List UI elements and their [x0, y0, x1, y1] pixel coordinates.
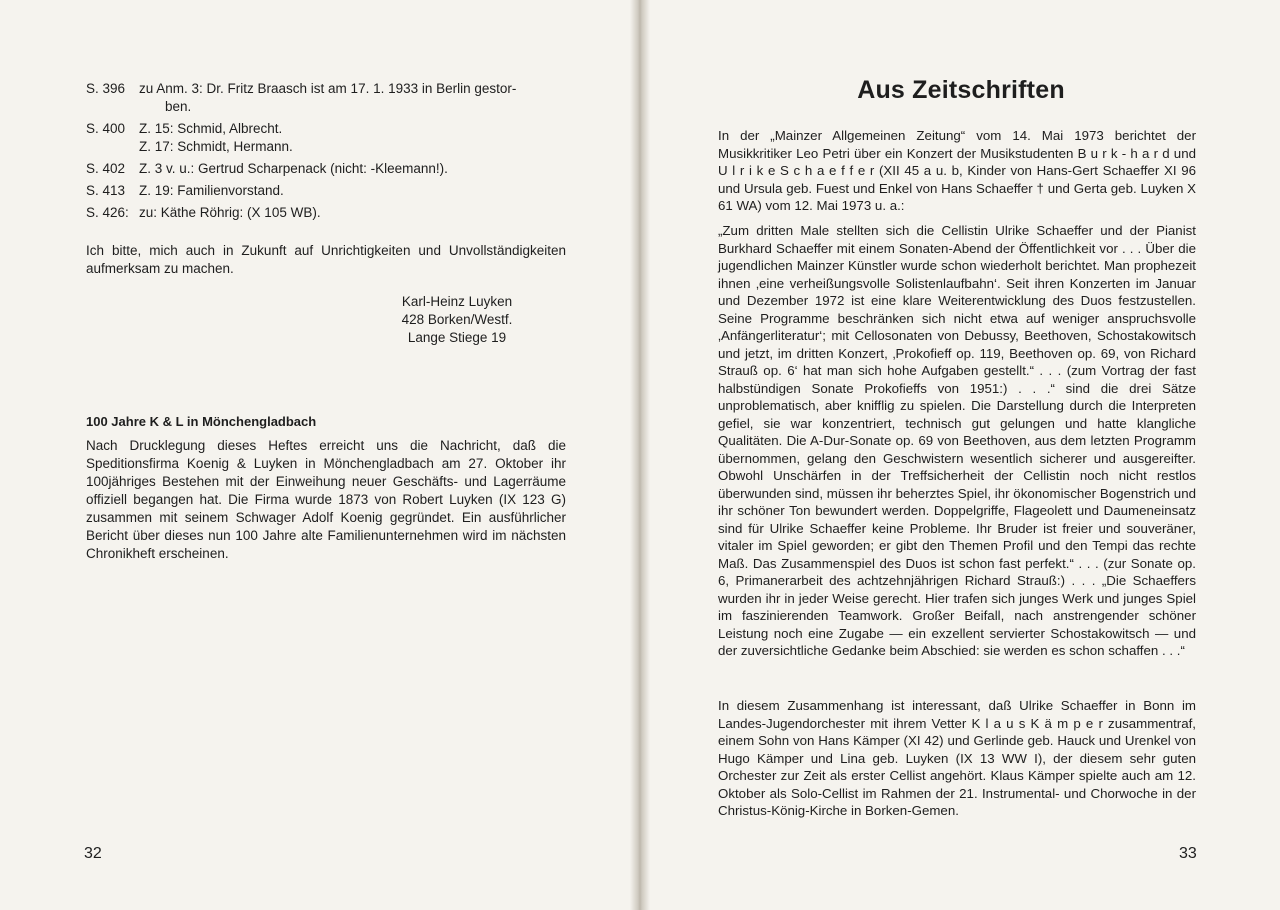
errata-page-ref: S. 396 [86, 81, 126, 96]
errata-page-ref: S. 400 [86, 121, 126, 136]
errata-text-cont: Z. 17: Schmidt, Hermann. [139, 139, 293, 154]
signature-name: Karl-Heinz Luyken [401, 294, 513, 309]
quote-paragraph: „Zum dritten Male stellten sich die Cellistin Ulrike Schaeffer und der Pianist Burkhard Schaeffer mit einem Sonaten-Abend der Öffentlichkeit vor . . . Über die jugendlichen Mainzer Künstler wurde schon wiederholt berichtet. Man prophezeit ihnen ‚eine verheißungsvolle Solistenlaufbahn‘. Seit ihren Konzerten im Januar und Dezember 1972 ist eine klare Weiterentwicklung des Duos festzustellen. Seine Programme beschränken sich nicht etwa auf weniger anspruchsvolle ‚Anfängerliteratur‘; mit Cellosonaten von Debussy, Beethoven, Schostakowitsch und jetzt, im dritten Konzert, ‚Prokofieff op. 119, Beethoven op. 69, von Richard Strauß op. 6‘ hat man sich hohe Aufgaben gestellt.“ . . . (zum Vortrag der fast halbstündigen Sonate Prokofieffs von 1951:) . . .“ sind die drei Sätze unproblematisch, aber knifflig zu spielen. Die Darstellung durch die Interpreten gefiel, sie war konzentriert, technisch gut gelungen und hatte klangliche Qualitäten. Die A-Dur-Sonate op. 69 von Beethoven, aus dem letzten Programm übernommen, gelang den Geschwistern wesentlich sicherer und ausgereifter. Obwohl Unschärfen in der Treffsicherheit der Cellistin noch nicht restlos überwunden sind, müssen ihr beherztes Spiel, ihr ökonomischer Bogenstrich und ihr schöner Ton bewundert werden. Doppelgriffe, Flageolett und Daumeneinsatz sind für Ulrike Schaeffer keine Probleme. Ihr Bruder ist freier und souveräner, vitaler im Spiel geworden; er gibt den Themen Profil und den Tempi das rechte Maß. Das Zusammenspiel des Duos ist schon fast perfekt.“ . . . (zur Sonate op. 6, Primanerarbeit des achtzehnjährigen Richard Strauß:) . . . „Die Schaeffers wurden ihr in jeder Weise gerecht. Hier trafen sich junges Werk und junges Spiel im faszinierenden Teamwork. Großer Beifall, nach anstrengender schöner Leistung noch eine Zugabe — ein exzellent servierter Schostakowitsch — und der zuversichtliche Gedanke beim Abschied: sie werden es schon schaffen . . .“ [718, 223, 1196, 658]
errata-page-ref: S. 426: [86, 205, 129, 220]
request-paragraph: Ich bitte, mich auch in Zukunft auf Unrichtigkeiten und Unvollständigkeiten aufmerksam zu machen. [86, 243, 566, 276]
errata-text: zu Anm. 3: Dr. Fritz Braasch ist am 17. 1. 1933 in Berlin gestor- [139, 81, 517, 96]
signature-city: 428 Borken/Westf. [401, 312, 513, 327]
closing-paragraph: In diesem Zusammenhang ist interessant, daß Ulrike Schaeffer in Bonn im Landes-Jugendorchester mit ihrem Vetter K l a u s K ä m p e r zusammentraf, einem Sohn von Hans Kämper (XI 42) und Gerlinde geb. Hauck und Urenkel von Hugo Kämper und Lina geb. Luyken (IX 13 WW I), der diesem sehr guten Orchester zur Zeit als erster Cellist angehört. Klaus Kämper spielte auch am 12. Oktober als Solo-Cellist im Rahmen der 21. Instrumental- und Chorwoche in der Christus-König-Kirche in Borken-Gemen. [718, 698, 1196, 818]
right-page [642, 0, 1280, 910]
page-number-left: 32 [84, 845, 102, 862]
errata-list [86, 80, 566, 226]
errata-text: Z. 15: Schmid, Albrecht. [139, 121, 283, 136]
errata-item [86, 120, 566, 156]
errata-page-ref: S. 413 [86, 183, 126, 198]
intro-paragraph: In der „Mainzer Allgemeinen Zeitung“ vom 14. Mai 1973 berichtet der Musikkritiker Leo Petri über ein Konzert der Musikstudenten B u r k - h a r d und U l r i k e S c h a e f f e r (XII 45 a u. b, Kinder von Hans-Gert Schaeffer XI 96 und Ursula geb. Fuest und Enkel von Hans Schaeffer † und Gerta geb. Luyken X 61 WA) vom 12. Mai 1973 u. a.: [718, 128, 1196, 213]
errata-text: zu: Käthe Röhrig: (X 105 WB). [139, 205, 321, 220]
section-body: Nach Drucklegung dieses Heftes erreicht uns die Nachricht, daß die Speditionsfirma Koenig & Luyken in Mönchengladbach am 27. Oktober ihr 100jähriges Bestehen mit der Einweihung neuer Geschäfts- und Lagerräume offiziell begangen hat. Die Firma wurde 1873 von Robert Luyken (IX 123 G) zusammen mit seinem Schwager Adolf Koenig gegründet. Ein ausführlicher Bericht über dieses nun 100 Jahre alte Familienunternehmen wird im nächsten Chronikheft erscheinen. [86, 438, 566, 561]
errata-item [86, 204, 566, 222]
errata-text: Z. 19: Familienvorstand. [139, 183, 284, 198]
page-title: Aus Zeitschriften [857, 76, 1065, 104]
errata-item [86, 80, 566, 116]
page-number-right: 33 [1179, 845, 1197, 862]
errata-text-cont: ben. [165, 99, 192, 114]
book-gutter [630, 0, 650, 910]
errata-item [86, 160, 566, 178]
errata-text: Z. 3 v. u.: Gertrud Scharpenack (nicht: -Kleemann!). [139, 161, 448, 176]
signature-street: Lange Stiege 19 [407, 330, 507, 345]
section-heading: 100 Jahre K & L in Mönchengladbach [86, 414, 317, 429]
errata-page-ref: S. 402 [86, 161, 126, 176]
signature-block [382, 293, 532, 347]
left-page [0, 0, 638, 910]
errata-item [86, 182, 566, 200]
